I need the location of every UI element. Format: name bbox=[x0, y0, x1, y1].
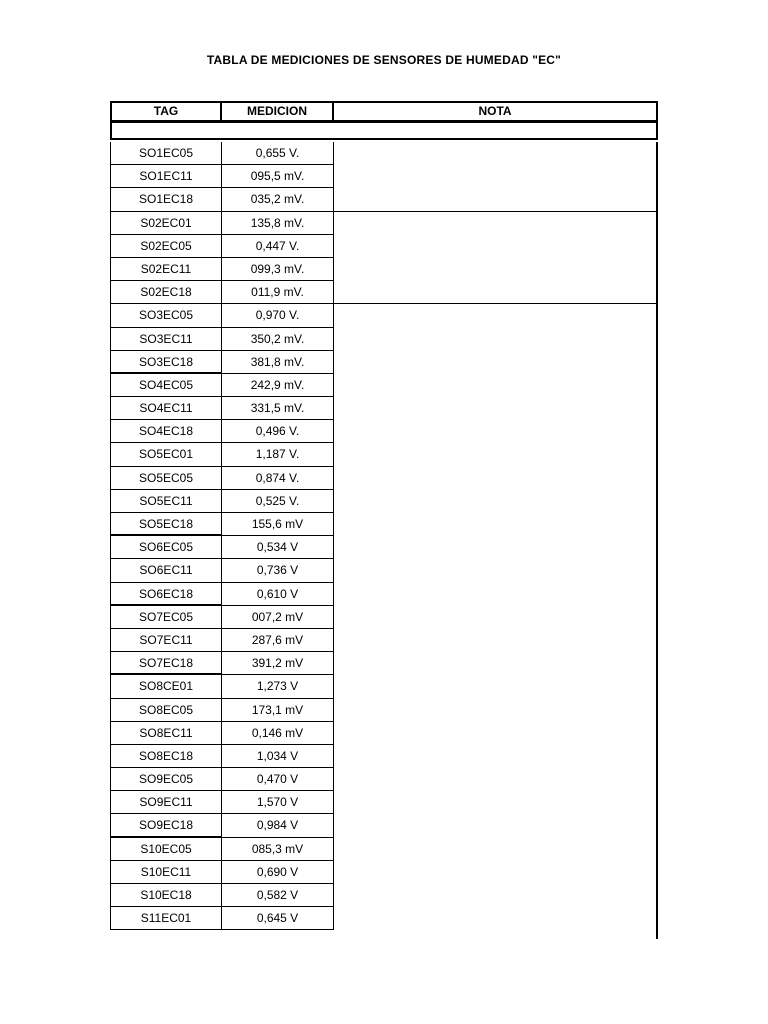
cell-tag: SO6EC11 bbox=[110, 559, 222, 582]
cell-tag: SO1EC05 bbox=[110, 142, 222, 165]
cell-tag: SO9EC05 bbox=[110, 768, 222, 791]
cell-medicion: 007,2 mV bbox=[222, 606, 334, 629]
cell-tag: SO3EC05 bbox=[110, 304, 222, 327]
document-title: TABLA DE MEDICIONES DE SENSORES DE HUMEDAD "EC" bbox=[206, 53, 562, 67]
cell-medicion: 0,736 V bbox=[222, 559, 334, 582]
cell-medicion: 0,447 V. bbox=[222, 235, 334, 258]
header-medicion: MEDICION bbox=[222, 101, 334, 122]
header-nota: NOTA bbox=[334, 101, 658, 122]
cell-medicion: 242,9 mV. bbox=[222, 374, 334, 397]
cell-medicion: 0,610 V bbox=[222, 583, 334, 606]
cell-tag: SO5EC01 bbox=[110, 443, 222, 466]
cell-tag: SO8EC11 bbox=[110, 722, 222, 745]
cell-medicion: 1,570 V bbox=[222, 791, 334, 814]
cell-tag: SO8CE01 bbox=[110, 675, 222, 698]
cell-tag: SO3EC18 bbox=[110, 351, 222, 374]
cell-tag: SO5EC11 bbox=[110, 490, 222, 513]
cell-nota bbox=[334, 304, 658, 938]
cell-medicion: 1,187 V. bbox=[222, 443, 334, 466]
cell-nota bbox=[334, 142, 658, 212]
cell-tag: SO4EC18 bbox=[110, 420, 222, 443]
cell-medicion: 350,2 mV. bbox=[222, 328, 334, 351]
cell-tag: SO6EC18 bbox=[110, 583, 222, 606]
spacer-row bbox=[110, 122, 658, 140]
cell-tag: S10EC05 bbox=[110, 838, 222, 861]
cell-medicion: 099,3 mV. bbox=[222, 258, 334, 281]
cell-tag: SO4EC05 bbox=[110, 374, 222, 397]
cell-medicion: 173,1 mV bbox=[222, 699, 334, 722]
cell-tag: SO6EC05 bbox=[110, 536, 222, 559]
cell-tag: SO7EC18 bbox=[110, 652, 222, 675]
cell-tag: SO5EC18 bbox=[110, 513, 222, 536]
cell-tag: SO7EC05 bbox=[110, 606, 222, 629]
cell-tag: SO9EC11 bbox=[110, 791, 222, 814]
header-tag: TAG bbox=[110, 101, 222, 122]
cell-medicion: 0,525 V. bbox=[222, 490, 334, 513]
cell-medicion: 391,2 mV bbox=[222, 652, 334, 675]
cell-medicion: 381,8 mV. bbox=[222, 351, 334, 374]
cell-medicion: 1,034 V bbox=[222, 745, 334, 768]
cell-medicion: 0,470 V bbox=[222, 768, 334, 791]
cell-tag: SO8EC05 bbox=[110, 699, 222, 722]
cell-tag: SO9EC18 bbox=[110, 814, 222, 837]
cell-nota bbox=[334, 212, 658, 305]
cell-tag: SO7EC11 bbox=[110, 629, 222, 652]
cell-tag: S10EC11 bbox=[110, 861, 222, 884]
cell-medicion: 095,5 mV. bbox=[222, 165, 334, 188]
cell-tag: SO4EC11 bbox=[110, 397, 222, 420]
cell-tag: SO1EC11 bbox=[110, 165, 222, 188]
cell-tag: SO1EC18 bbox=[110, 188, 222, 211]
cell-medicion: 035,2 mV. bbox=[222, 188, 334, 211]
cell-medicion: 0,534 V bbox=[222, 536, 334, 559]
cell-tag: S02EC11 bbox=[110, 258, 222, 281]
cell-medicion: 135,8 mV. bbox=[222, 212, 334, 235]
cell-medicion: 155,6 mV bbox=[222, 513, 334, 536]
cell-medicion: 0,690 V bbox=[222, 861, 334, 884]
cell-medicion: 0,874 V. bbox=[222, 467, 334, 490]
cell-medicion: 0,970 V. bbox=[222, 304, 334, 327]
cell-medicion: 331,5 mV. bbox=[222, 397, 334, 420]
cell-medicion: 287,6 mV bbox=[222, 629, 334, 652]
cell-tag: SO8EC18 bbox=[110, 745, 222, 768]
cell-medicion: 011,9 mV. bbox=[222, 281, 334, 304]
cell-medicion: 0,645 V bbox=[222, 907, 334, 930]
cell-medicion: 0,496 V. bbox=[222, 420, 334, 443]
cell-medicion: 085,3 mV bbox=[222, 838, 334, 861]
cell-medicion: 0,582 V bbox=[222, 884, 334, 907]
cell-tag: S02EC05 bbox=[110, 235, 222, 258]
cell-tag: SO3EC11 bbox=[110, 328, 222, 351]
cell-medicion: 0,655 V. bbox=[222, 142, 334, 165]
cell-tag: SO5EC05 bbox=[110, 467, 222, 490]
cell-medicion: 0,146 mV bbox=[222, 722, 334, 745]
cell-tag: S02EC18 bbox=[110, 281, 222, 304]
cell-tag: S11EC01 bbox=[110, 907, 222, 930]
cell-tag: S10EC18 bbox=[110, 884, 222, 907]
cell-tag: S02EC01 bbox=[110, 212, 222, 235]
cell-medicion: 1,273 V bbox=[222, 675, 334, 698]
cell-medicion: 0,984 V bbox=[222, 814, 334, 837]
